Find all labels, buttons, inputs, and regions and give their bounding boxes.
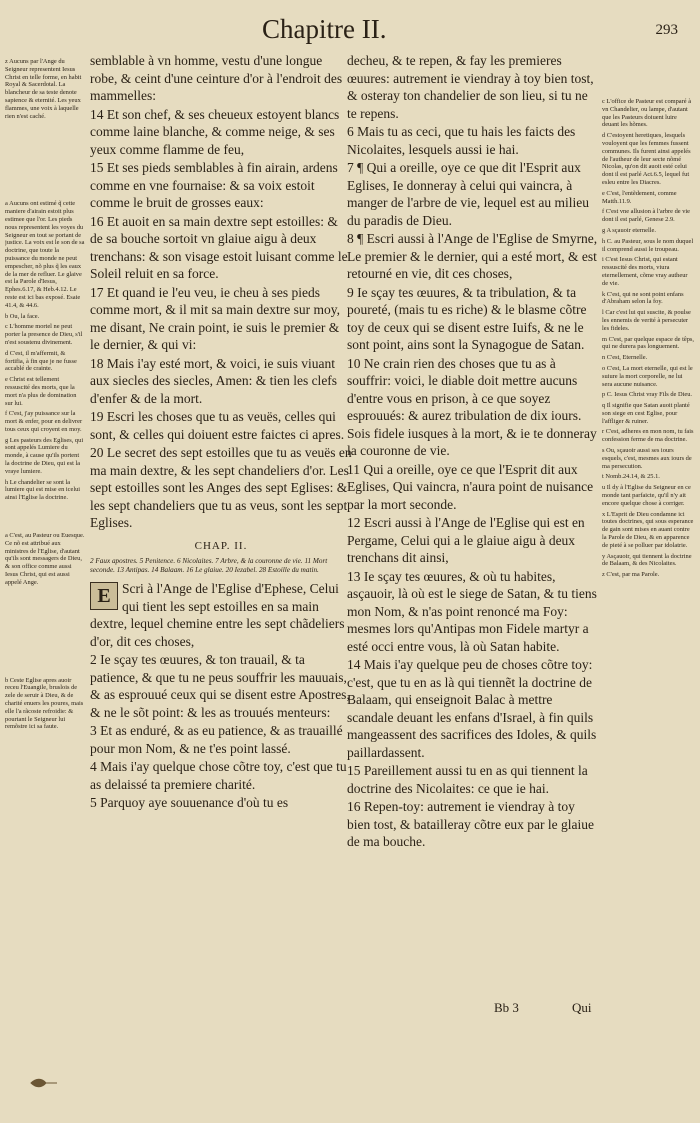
margin-note: b Ceste Eglise apres auoir receu l'Euangile, bruslois de zele de seruir à Dieu, & de charité enuers les poures, mais elle l'a rãcoste refroidie: & pourtant le Seigneur lui remõstre ici sa faute. bbox=[5, 676, 84, 731]
verse: Scri à l'Ange de l'Eglise d'Ephese, Celui qui tient les sept estoilles en sa main dextre, lequel chemine entre les sept chãdeliers d'or, dit ces choses, bbox=[90, 581, 345, 649]
margin-note: p C. Iesus Christ vray Fils de Dieu. bbox=[602, 391, 692, 399]
verse: 7 ¶ Qui a oreille, oye ce que dit l'Esprit aux Eglises, Ie donneray à celui qui vaincra, à manger de l'arbre de vie, lequel est au milieu du paradis de Dieu. bbox=[347, 160, 589, 228]
margin-note: h Le chandelier se sont la lumiere qui est mise en icelui ainsi l'Eglise la doctrine. bbox=[5, 478, 81, 502]
verse: 8 ¶ Escri aussi à l'Ange de l'Eglise de Smyrne, Le premier & le dernier, qui a esté mort, & est retourné en vie, dit ces choses, bbox=[347, 231, 598, 281]
margin-note: x L'Esprit de Dieu condamne ici toutes doctrines, qui sous esperance de gain sont mises en auant contre la Parole de Dieu, & en apparence de pieté à se polluer par idolatrie. bbox=[602, 510, 694, 549]
margin-note: a Aucuns ont estimé q̃ cette maniere d'airain estoit plus estimee que l'or. Les pieds nous representent les voyes du Seigneur en tout se portant de justice. La voix est le son de sa doctrine, que toute la puissance du monde ne peut empescher, nõ plus q̃ les eaux de la mer de refluer. Le glaive est la Parole d'Iesus, Ephes.6.17, & Heb.4.12. Le reste est ici bas exposé. Esaie 41.4, & 44.6. bbox=[5, 200, 85, 309]
margin-note: f C'est vne allusion à l'arbre de vie dont il est parlé, Genese 2.9. bbox=[602, 208, 691, 224]
margin-note: z Aucuns par l'Ange du Seigneur representent Iesus Christ en telle forme, en habit Royal & Sacerdotal. La blancheur de sa teste denote sapience & eternité. Les yeux flammes, une voix à laquelle rien n'est caché. bbox=[5, 58, 82, 120]
margin-note: e Christ est tellement ressuscité des morts, que la mort n'a plus de domination sur lui. bbox=[5, 376, 77, 407]
margin-note: g Les pasteurs des Eglises, qui sont appelés Lumiere du monde, à cause qu'ils portent la doctrine de Dieu, qui est la vraye lumiere. bbox=[5, 436, 84, 475]
margin-note: c L'homme mortel ne peut porter la presence de Dieu, s'il n'est soustenu divinement. bbox=[5, 323, 83, 346]
margin-note: z C'est, par ma Parole. bbox=[602, 571, 660, 579]
verse: 10 Ne crain rien des choses que tu as à souffrir: voici, le diable doit mettre aucuns d'entre vous en prison, à ce que soyez esprouués: & aurez tribulation de dix iours. Sois fidele iusques à la mort, & ie te donneray la couronne de vie. bbox=[347, 355, 597, 458]
margin-note: i C'est Iesus Christ, qui estant ressuscité des morts, viura eternellement, cõme vray autheur de vie. bbox=[602, 256, 688, 287]
verse: 6 Mais tu as ceci, que tu hais les faicts des Nicolaites, lesquels aussi ie hai. bbox=[347, 124, 576, 157]
verse: 19 Escri les choses que tu as veuës, celles qui sont, & celles qui doiuent estre faictes ci apres. bbox=[90, 409, 345, 442]
page-header bbox=[0, 14, 700, 46]
margin-note: y Asçauoir, qui tiennent la doctrine de Balaam, & des Nicolaites. bbox=[602, 552, 692, 568]
margin-note: d C'estoyent heretiques, lesquels vouloyent que les femmes fussent communes. Ils furent ainsi appelés de l'autheur de leur secte nõmé Nicolas, qu'on dit auoit esté celui dont il est parlé Act.6.5, lequel fut esleu entre les Diacres. bbox=[602, 132, 691, 186]
verse: 11 Qui a oreille, oye ce que l'Esprit dit aux Eglises, Qui vaincra, n'aura point de nuisance par la mort seconde. bbox=[347, 461, 594, 512]
margin-note: h C. au Pasteur, sous le nom duquel il comprend aussi le troupeau. bbox=[602, 237, 694, 253]
chapter-heading: CHAP. II. bbox=[194, 539, 248, 552]
leaf-ornament-icon bbox=[30, 1078, 58, 1088]
margin-note: a C'est, au Pasteur ou Euesque. Ce nõ est attribué aux ministres de l'Eglise, d'autant qu'ils sont messagers de Dieu, & son office comme aussi Iesus Christ, qui est aussi appelé Ange. bbox=[5, 532, 85, 586]
margin-note: r C'est, adheres en mon nom, tu fais confession ferme de ma doctrine. bbox=[602, 428, 694, 444]
margin-note: b Ou, la face. bbox=[5, 312, 40, 320]
verse: 14 Mais i'ay quelque peu de choses cõtre toy: c'est, que tu en as là qui tiennẽt la doctrine de Balaam, qui enseignoit Balac à mettre scandale deuant les enfans d'Israel, à fin quils mangeassent des sacrifices des Idoles, & quils paillardassent. bbox=[347, 657, 597, 760]
margin-note: t Nomb.24.14, & 25.1. bbox=[602, 473, 660, 481]
page-footer bbox=[0, 1000, 700, 1020]
margin-note: f C'est, j'ay puissance sur la mort & enfer, pour en delivrer tous ceux qui croyent en moy. bbox=[5, 410, 83, 433]
verse: 9 Ie sçay tes œuures, & ta tribulation, & ta poureté, (mais tu es riche) & le blasme cõtre toy de ceux qui se disent estre Iuifs, & ne le sont point, ains sont la Synagogue de Satan. bbox=[347, 284, 587, 352]
verse: 15 Pareillement aussi tu en as qui tiennent la doctrine des Nicolaites: ce que ie hai. bbox=[347, 763, 588, 796]
margin-note: k C'est, qui ne sont point enfans d'Abraham selon la foy. bbox=[602, 290, 684, 306]
verse: 16 Et auoit en sa main dextre sept estoilles: & de sa bouche sortoit vn glaiue aigu à deux trenchans: & son visage estoit luisant comme le Soleil reluit en sa force. bbox=[90, 213, 348, 281]
verse: 13 Ie sçay tes œuures, & où tu habites, asçauoir, là où est le siege de Satan, & tu tiens mon Nom, & n'as point renoncé ma Foy: mesmes lors qu'Antipas mon Fidele martyr a esté occi entre vous, là où Satan habite. bbox=[347, 568, 597, 654]
margin-note: d C'est, il m'affermit, & fortifia, à fin que je ne fusse accablé de crainte. bbox=[5, 349, 77, 373]
verse: 15 Et ses pieds semblables à fin airain, ardens comme en vne fournaise: & sa voix estoit comme le bruit de grosses eaux: bbox=[90, 160, 338, 210]
catchword: Qui bbox=[572, 1000, 592, 1015]
main-column-left bbox=[90, 52, 352, 1002]
margin-note: u Il dy à l'Eglise du Seigneur en ce monde tant parfaicte, qu'il n'y ait encore quelque chose à corriger. bbox=[602, 484, 691, 507]
right-margin-notes bbox=[602, 98, 694, 998]
margin-note: q Il signifie que Satan auoit planté son siege en cest Eglise, pour l'affliger & ruiner. bbox=[602, 402, 690, 425]
verse: 18 Mais i'ay esté mort, & voici, ie suis viuant aux siecles des siecles, Amen: & tien les clefs d'enfer & de la mort. bbox=[90, 355, 338, 406]
verse: 3 Et as enduré, & as eu patience, & as trauaillé pour mon Nom, & ne t'es point lassé. bbox=[90, 723, 343, 756]
verse: semblable à vn homme, vestu d'une longue robe, & ceint d'une ceinture d'or à l'endroit des mammelles: bbox=[90, 53, 343, 103]
margin-note: c L'office de Pasteur est comparé à vn Chandelier, ou lampe, d'autant que les Pasteurs doiuent luire deuant les hõmes. bbox=[602, 98, 692, 129]
verse: decheu, & te repen, & fay les premieres œuures: autrement ie viendray à toy bien tost, & osteray ton chandelier de son lieu, si tu ne te repens. bbox=[347, 53, 594, 121]
verse: 17 Et quand ie l'eu veu, ie cheu à ses pieds comme mort, & il mit sa main dextre sur moy, me disant, Ne crain point, ie suis le premier & le dernier, & qui vi: bbox=[90, 284, 340, 352]
margin-note: s Ou, sçauoir aussi ses iours esquels, c'est, mesmes aux iours de ma persecution. bbox=[602, 447, 692, 470]
margin-note: g A sçauoir eternelle. bbox=[602, 226, 656, 234]
margin-note: e C'est, l'entẽdement, comme Matth.11.9. bbox=[602, 189, 677, 205]
drop-cap: E bbox=[90, 582, 118, 610]
margin-note: o C'est, La mort eternelle, qui est le suiure la mort corporelle, ne lui sera aucune nuisance. bbox=[602, 364, 693, 388]
verse: 14 Et son chef, & ses cheueux estoyent blancs comme laine blanche, & comme neige, & ses yeux comme flamme de feu, bbox=[90, 106, 340, 157]
chapter-summary: 2 Faux apostres. 5 Penitence. 6 Nicolaites. 7 Arbre, & la couronne de vie. 11 Mort seconde. 13 Antipas. 14 Balaam. 16 Le glaiue. 20 Iezabel. 28 Estoille du matin. bbox=[90, 557, 328, 575]
verse: 20 Le secret des sept estoilles que tu as veuës en ma main dextre, & les sept chandeliers d'or. Les sept estoilles sont les Anges des sept Eglises: & les sept chandeliers que tu as veus, sont les sept Eglises. bbox=[90, 445, 352, 530]
verse: 12 Escri aussi à l'Ange de l'Eglise qui est en Pergame, Celui qui a le glaiue aigu à deux trenchans dit ainsi, bbox=[347, 515, 585, 565]
page-number: 293 bbox=[655, 22, 678, 38]
verse: 16 Repen-toy: autrement ie viendray à toy bien tost, & batailleray cõtre eux par le glaiue de ma bouche. bbox=[347, 799, 595, 849]
left-margin-notes bbox=[5, 58, 85, 998]
verse: 2 Ie sçay tes œuures, & ton trauail, & ta patience, & que tu ne peus souffrir les mauuais, & as esprouué ceux qui se disent estre Apostres, & ne le sõt point: & les as trouués menteurs: bbox=[90, 652, 350, 720]
signature-mark: Bb 3 bbox=[494, 1000, 519, 1015]
running-title: Chapitre II. bbox=[262, 14, 387, 44]
margin-note: n C'est, Eternelle. bbox=[602, 354, 648, 362]
margin-note: l Car c'est lui qui suscite, & poulse les ennemis de verité à persecuter les fideles. bbox=[602, 309, 691, 332]
verse: 5 Parquoy aye souuenance d'où tu es bbox=[90, 795, 289, 811]
margin-note: m C'est, par quelque espace de têps, qui ne durera pas longuement. bbox=[602, 335, 694, 351]
main-column-right bbox=[347, 52, 599, 1002]
verse: 4 Mais i'ay quelque chose cõtre toy, c'est que tu as delaissé ta premiere charité. bbox=[90, 759, 347, 792]
